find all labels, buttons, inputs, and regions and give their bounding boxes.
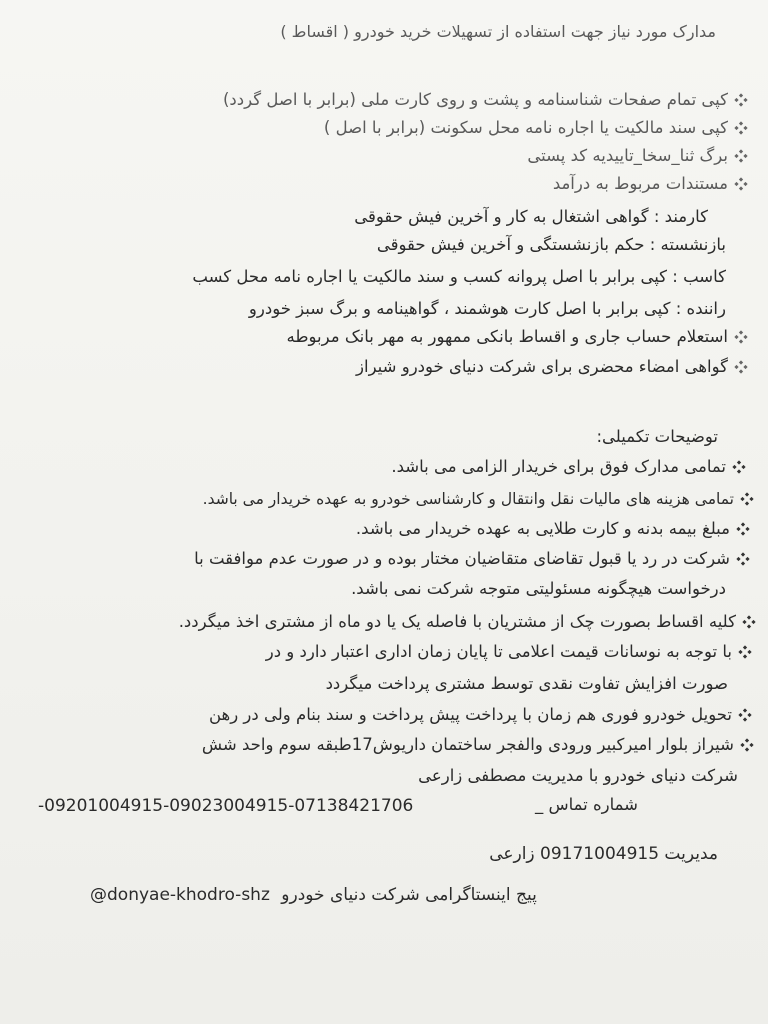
diamond-bullet-icon bbox=[738, 708, 752, 722]
instagram-line bbox=[90, 885, 537, 905]
manager-line: مدیریت 09171004915 زارعی bbox=[489, 844, 718, 864]
list-item bbox=[194, 547, 750, 571]
diamond-bullet-icon bbox=[736, 522, 750, 536]
list-item bbox=[356, 517, 750, 541]
note-text: مبلغ بیمه بدنه و کارت طلایی به عهده خریدار می باشد. bbox=[355, 519, 730, 538]
list-item bbox=[287, 325, 748, 349]
note-text: شیراز بلوار امیرکبیر ورودی والفجر ساختمان داریوش17طبقه سوم واحد شش bbox=[201, 735, 734, 754]
required-doc-text: کپی سند مالکیت یا اجاره نامه محل سکونت (برابر با اصل ) bbox=[323, 118, 728, 137]
note-text: با توجه به نوسانات قیمت اعلامی تا پایان زمان اداری اعتبار دارد و در bbox=[265, 642, 732, 661]
note-text: تمامی مدارک فوق برای خریدار الزامی می باشد. bbox=[391, 457, 726, 476]
list-item bbox=[356, 355, 748, 379]
list-item bbox=[179, 610, 756, 634]
note-text: تحویل خودرو فوری هم زمان با پرداخت پیش پرداخت و سند بنام ولی در رهن bbox=[208, 705, 732, 724]
diamond-bullet-icon bbox=[738, 645, 752, 659]
note-text: شرکت در رد یا قبول تقاضای متقاضیان مختار بوده و در صورت عدم موافقت با bbox=[194, 549, 730, 568]
note-text: کلیه اقساط بصورت چک از مشتریان با فاصله یک یا دو ماه از مشتری اخذ میگردد. bbox=[178, 612, 736, 631]
note-continuation: صورت افزایش تفاوت نقدی توسط مشتری پرداخت میگردد bbox=[325, 674, 728, 693]
diamond-bullet-icon bbox=[736, 552, 750, 566]
list-item bbox=[202, 733, 754, 757]
income-item-retired: بازنشسته : حکم بازنشستگی و آخرین فیش حقوقی bbox=[376, 235, 726, 254]
note-continuation: شرکت دنیای خودرو با مدیریت مصطفی زارعی bbox=[418, 766, 738, 785]
instagram-label: پیج اینستاگرامی شرکت دنیای خودرو bbox=[281, 885, 537, 905]
document-title: مدارک مورد نیاز جهت استفاده از تسهیلات خرید خودرو ( اقساط ) bbox=[280, 22, 716, 41]
diamond-bullet-icon bbox=[734, 93, 748, 107]
note-continuation: درخواست هیچگونه مسئولیتی متوجه شرکت نمی باشد. bbox=[351, 579, 726, 598]
diamond-bullet-icon bbox=[734, 330, 748, 344]
list-item bbox=[266, 640, 752, 664]
income-item-driver: راننده : کپی برابر با اصل کارت هوشمند ، گواهینامه و برگ سبز خودرو bbox=[248, 299, 726, 318]
list-item bbox=[553, 172, 748, 196]
more-doc-text: استعلام حساب جاری و اقساط بانکی ممهور به مهر بانک مربوطه bbox=[286, 327, 728, 346]
diamond-bullet-icon bbox=[740, 492, 754, 506]
contact-numbers: -09201004915-09023004915-07138421706 bbox=[38, 796, 414, 816]
required-doc-text: مستندات مربوط به درآمد bbox=[552, 174, 728, 193]
list-item bbox=[527, 144, 748, 168]
list-item bbox=[203, 487, 754, 511]
list-item bbox=[391, 455, 746, 479]
notes-heading: توضیحات تکمیلی: bbox=[596, 427, 718, 446]
income-item-merchant: کاسب : کپی برابر با اصل پروانه کسب و سند مالکیت یا اجاره نامه محل کسب bbox=[192, 267, 726, 286]
more-doc-text: گواهی امضاء محضری برای شرکت دنیای خودرو شیراز bbox=[356, 357, 728, 376]
required-doc-text: کپی تمام صفحات شناسنامه و پشت و روی کارت ملی (برابر با اصل گردد) bbox=[222, 90, 728, 109]
instagram-handle: @donyae-khodro-shz bbox=[90, 885, 270, 905]
diamond-bullet-icon bbox=[734, 149, 748, 163]
diamond-bullet-icon bbox=[734, 177, 748, 191]
diamond-bullet-icon bbox=[740, 738, 754, 752]
diamond-bullet-icon bbox=[742, 615, 756, 629]
note-text: تمامی هزینه های مالیات نقل وانتقال و کارشناسی خودرو به عهده خریدار می باشد. bbox=[202, 490, 734, 508]
list-item bbox=[209, 703, 752, 727]
diamond-bullet-icon bbox=[732, 460, 746, 474]
diamond-bullet-icon bbox=[734, 121, 748, 135]
contact-label: شماره تماس _ bbox=[534, 795, 638, 814]
list-item bbox=[223, 88, 748, 112]
required-doc-text: برگ ثنا_سخا_تاییدیه کد پستی bbox=[527, 146, 728, 165]
diamond-bullet-icon bbox=[734, 360, 748, 374]
income-item-employee: کارمند : گواهی اشتغال به کار و آخرین فیش حقوقی bbox=[354, 207, 708, 226]
list-item bbox=[324, 116, 748, 140]
